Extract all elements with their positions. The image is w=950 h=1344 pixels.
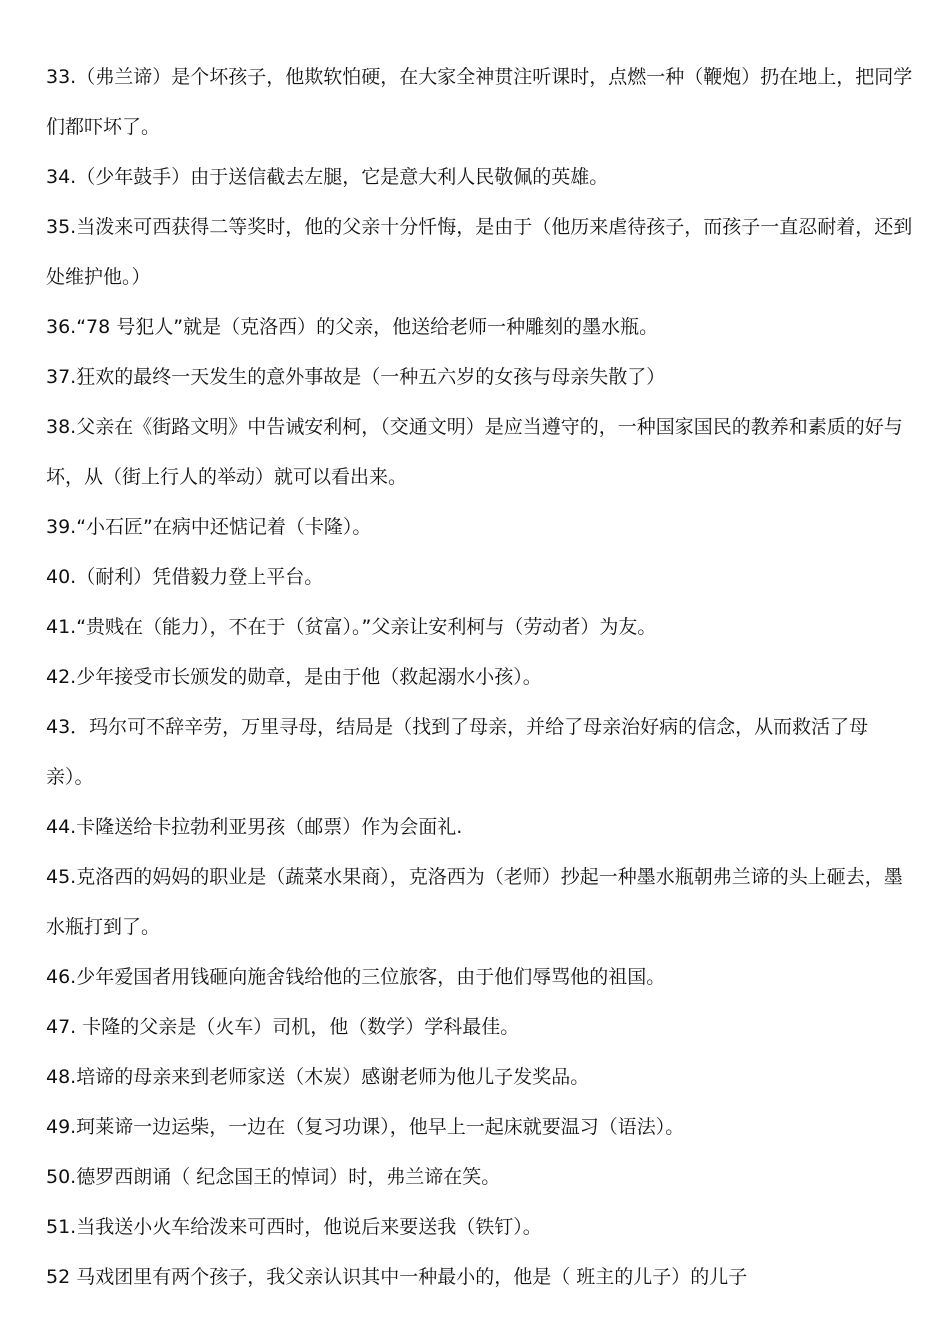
list-item-36: 36.“78 号犯人”就是（克洛西）的父亲，他送给老师一种雕刻的墨水瓶。 xyxy=(46,316,659,338)
list-item-48: 48.培谛的母亲来到老师家送（木炭）感谢老师为他儿子发奖品。 xyxy=(46,1066,590,1088)
list-item-40: 40.（耐利）凭借毅力登上平台。 xyxy=(46,566,324,588)
list-item-44: 44.卡隆送给卡拉勃利亚男孩（邮票）作为会面礼. xyxy=(46,816,463,838)
list-item-50: 50.德罗西朗诵（ 纪念国王的悼词）时，弗兰谛在笑。 xyxy=(46,1166,501,1188)
document-page xyxy=(46,52,914,1302)
list-item-42: 42.少年接受市长颁发的勋章，是由于他（救起溺水小孩）。 xyxy=(46,666,542,688)
list-item-35: 35.当泼来可西获得二等奖时，他的父亲十分忏悔，是由于（他历来虐待孩子，而孩子一直忍耐着，还到处维护他。） xyxy=(46,216,913,288)
list-item-34: 34.（少年鼓手）由于送信截去左腿，它是意大利人民敬佩的英雄。 xyxy=(46,166,609,188)
list-item-43: 43．玛尔可不辞辛劳，万里寻母，结局是（找到了母亲，并给了母亲治好病的信念，从而救活了母亲）。 xyxy=(46,716,869,788)
list-item-47: 47. 卡隆的父亲是（火车）司机，他（数学）学科最佳。 xyxy=(46,1016,520,1038)
list-item-38: 38.父亲在《街路文明》中告诫安利柯，（交通文明）是应当遵守的，一种国家国民的教养和素质的好与坏，从（街上行人的举动）就可以看出来。 xyxy=(46,416,903,488)
list-item-51: 51.当我送小火车给泼来可西时，他说后来要送我（铁钉）。 xyxy=(46,1216,542,1238)
list-item-46: 46.少年爱国者用钱砸向施舍钱给他的三位旅客，由于他们辱骂他的祖国。 xyxy=(46,966,666,988)
list-item-49: 49.珂莱谛一边运柴，一边在（复习功课），他早上一起床就要温习（语法）。 xyxy=(46,1116,685,1138)
list-item-45: 45.克洛西的妈妈的职业是（蔬菜水果商），克洛西为（老师）抄起一种墨水瓶朝弗兰谛的头上砸去，墨水瓶打到了。 xyxy=(46,866,903,938)
list-item-37: 37.狂欢的最终一天发生的意外事故是（一种五六岁的女孩与母亲失散了） xyxy=(46,366,666,388)
list-item-41: 41.“贵贱在（能力），不在于（贫富）。”父亲让安利柯与（劳动者）为友。 xyxy=(46,616,657,638)
list-item-39: 39.“小石匠”在病中还惦记着（卡隆）。 xyxy=(46,516,372,538)
list-item-52: 52 马戏团里有两个孩子，我父亲认识其中一种最小的，他是（ 班主的儿子）的儿子 xyxy=(46,1266,748,1288)
list-item-33: 33.（弗兰谛）是个坏孩子，他欺软怕硬，在大家全神贯注听课时，点燃一种（鞭炮）扔在地上，把同学们都吓坏了。 xyxy=(46,66,913,138)
